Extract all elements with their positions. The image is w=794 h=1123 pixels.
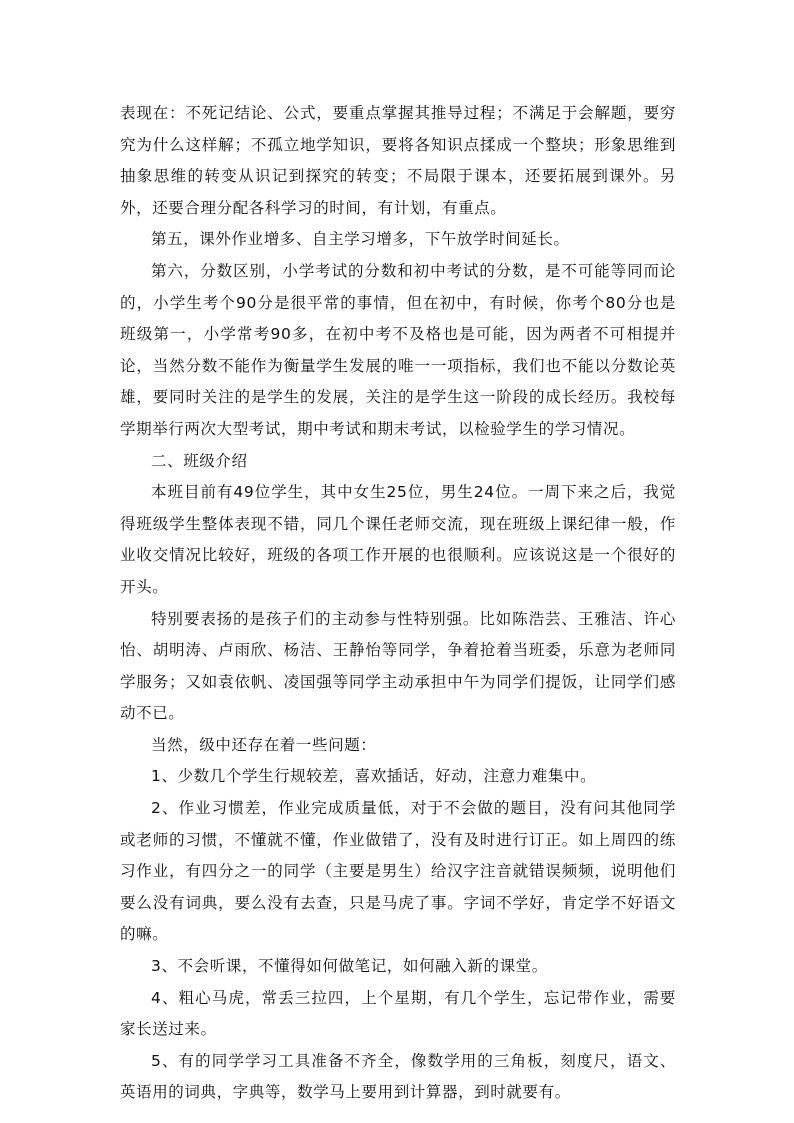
paragraph-praise: 特别要表扬的是孩子们的主动参与性特别强。比如陈浩芸、王雅洁、许心怡、胡明涛、卢雨欣、杨洁、王静怡等同学，争着抢着当班委，乐意为老师同学服务；又如袁依帆、凌国强等同学主动承担中午为同学们提饭，让同学们感动不已。 — [120, 609, 676, 723]
section-heading-class-intro: 二、班级介绍 — [151, 451, 248, 470]
paragraph-point-six: 第六，分数区别，小学考试的分数和初中考试的分数，是不可能等同而论的，小学生考个90分是很平常的事情，但在初中，有时候，你考个80分也是班级第一，小学常考90多，在初中考不及格也是可能，因为两者不可相提并论，当然分数不能作为衡量学生发展的唯一一项指标，我们也不能以分数论英雄，要同时关注的是学生的发展，关注的是学生这一阶段的成长经历。我校每学期举行两次大型考试，期中考试和期末考试，以检验学生的学习情况。 — [120, 261, 676, 438]
list-item-problem-1: 1、少数几个学生行规较差，喜欢插话，好动，注意力难集中。 — [151, 767, 597, 786]
paragraph-class-overview: 本班目前有49位学生，其中女生25位，男生24位。一周下来之后，我觉得班级学生整体表现不错，同几个课任老师交流，现在班级上课纪律一般，作业收交情况比较好，班级的各项工作开展的也很顺利。应该说这是一个很好的开头。 — [120, 483, 676, 596]
list-item-problem-2: 2、作业习惯差，作业完成质量低，对于不会做的题目，没有问其他同学或老师的习惯，不懂就不懂，作业做错了，没有及时进行订正。如上周四的练习作业，有四分之一的同学（主要是男生）给汉字注音就错误频频，说明他们要么没有词典，要么没有去查，只是马虎了事。字词不学好，肯定学不好语文的嘛。 — [120, 799, 676, 944]
list-item-problem-4: 4、粗心马虎，常丢三拉四，上个星期，有几个学生，忘记带作业，需要家长送过来。 — [120, 988, 676, 1039]
paragraph-study-method: 表现在：不死记结论、公式，要重点掌握其推导过程；不满足于会解题，要穷究为什么这样解；不孤立地学知识，要将各知识点揉成一个整块；形象思维到抽象思维的转变从识记到探究的转变；不局限于课本，还要拓展到课外。另外，还要合理分配各科学习的时间，有计划，有重点。 — [120, 104, 676, 217]
paragraph-problems-intro: 当然，级中还存在着一些问题： — [151, 735, 377, 754]
list-item-problem-3: 3、不会听课，不懂得如何做笔记，如何融入新的课堂。 — [151, 957, 548, 976]
paragraph-point-five: 第五，课外作业增多、自主学习增多，下午放学时间延长。 — [151, 230, 570, 249]
document-body — [120, 98, 676, 1109]
list-item-problem-5: 5、有的同学学习工具准备不齐全，像数学用的三角板，刻度尺，语文、英语用的词典，字典等，数学马上要用到计算器，到时就要有。 — [120, 1051, 676, 1102]
